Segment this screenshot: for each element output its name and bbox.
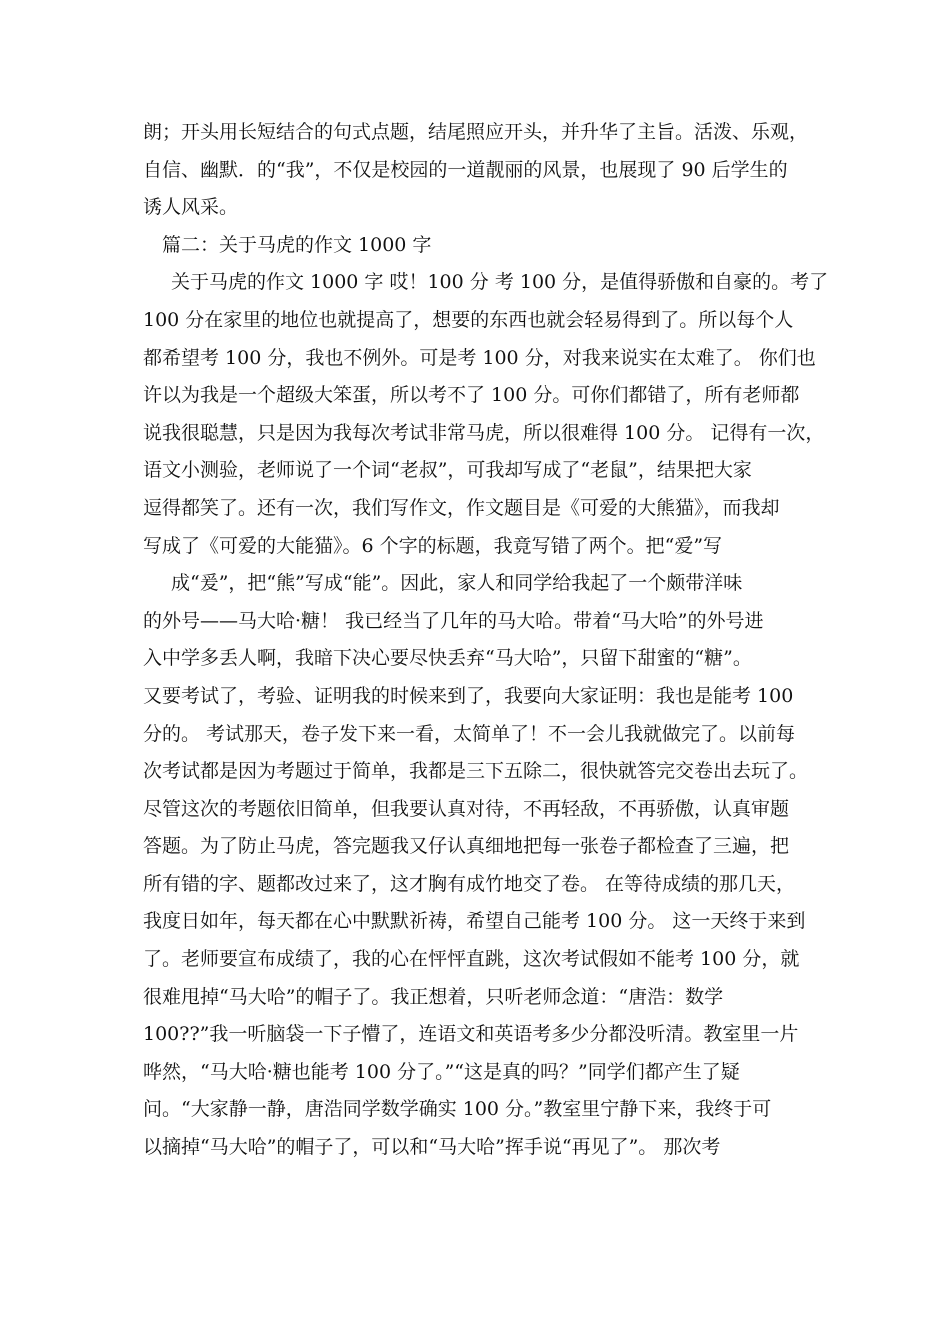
- text-line: 说我很聪慧，只是因为我每次考试非常马虎，所以很难得 100 分。 记得有一次，: [143, 421, 825, 444]
- text-line: 朗；开头用长短结合的句式点题，结尾照应开头，并升华了主旨。活泼、乐观，: [143, 121, 809, 143]
- text-line: 入中学多丢人啊，我暗下决心要尽快丢弃“马大哈”，只留下甜蜜的“糖”。: [143, 647, 752, 670]
- text-line: 了。老师要宣布成绩了，我的心在怦怦直跳，这次考试假如不能考 100 分，就: [143, 948, 800, 971]
- text-line: 语文小测验，老师说了一个词“老叔”，可我却写成了“老鼠”，结果把大家: [143, 459, 752, 482]
- text-line: 100 分在家里的地位也就提高了，想要的东西也就会轻易得到了。所以每个人: [143, 308, 794, 331]
- section-heading: 篇二：关于马虎的作文 1000 字: [162, 233, 432, 256]
- text-line: 次考试都是因为考题过于简单，我都是三下五除二，很快就答完交卷出去玩了。: [143, 760, 809, 783]
- text-line: 尽管这次的考题依旧简单，但我要认真对待，不再轻敌，不再骄傲，认真审题: [143, 797, 790, 820]
- article-body: [143, 114, 829, 1167]
- text-line: 100??”我一听脑袋一下子懵了，连语文和英语考多少分都没听清。教室里一片: [143, 1023, 799, 1046]
- text-line: 关于马虎的作文 1000 字 哎！100 分 考 100 分，是值得骄傲和自豪的。考了: [171, 271, 829, 294]
- text-line: 逗得都笑了。还有一次，我们写作文，作文题目是《可爱的大熊猫》，而我却: [143, 496, 780, 519]
- text-line: 都希望考 100 分，我也不例外。可是考 100 分，对我来说实在太难了。 你们也: [143, 346, 816, 369]
- text-line: 又要考试了，考验、证明我的时候来到了，我要向大家证明：我也是能考 100: [143, 684, 794, 707]
- text-line: 自信、幽默．的“我”，不仅是校园的一道靓丽的风景，也展现了 90 后学生的: [143, 158, 788, 181]
- text-line: 的外号——马大哈·糖！ 我已经当了几年的马大哈。带着“马大哈”的外号进: [143, 609, 764, 632]
- text-line: 答题。为了防止马虎，答完题我又仔认真细地把每一张卷子都检查了三遍，把: [143, 835, 790, 858]
- text-line: 哗然，“马大哈·糖也能考 100 分了。”“这是真的吗？”同学们都产生了疑: [143, 1060, 740, 1083]
- text-line: 很难甩掉“马大哈”的帽子了。我正想着，只听老师念道：“唐浩：数学: [143, 985, 724, 1008]
- text-line: 成“爰”，把“熊”写成“能”。因此，家人和同学给我起了一个颇带洋味: [171, 572, 743, 595]
- text-line: 许以为我是一个超级大笨蛋，所以考不了 100 分。可你们都错了，所有老师都: [143, 384, 800, 407]
- text-line: 所有错的字、题都改过来了，这才胸有成竹地交了卷。 在等待成绩的那几天，: [143, 872, 796, 895]
- text-line: 写成了《可爱的大能猫》。6 个字的标题，我竟写错了两个。把“爱”写: [143, 534, 723, 557]
- text-line: 以摘掉“马大哈”的帽子了，可以和“马大哈”挥手说“再见了”。 那次考: [143, 1136, 721, 1159]
- text-line: 问。“大家静一静，唐浩同学数学确实 100 分。”教室里宁静下来，我终于可: [143, 1098, 772, 1121]
- text-line: 我度日如年，每天都在心中默默祈祷，希望自己能考 100 分。 这一天终于来到: [143, 910, 806, 933]
- text-line: 分的。 考试那天，卷子发下来一看，太简单了！不一会儿我就做完了。以前每: [143, 722, 796, 745]
- text-line: 诱人风采。: [143, 196, 239, 219]
